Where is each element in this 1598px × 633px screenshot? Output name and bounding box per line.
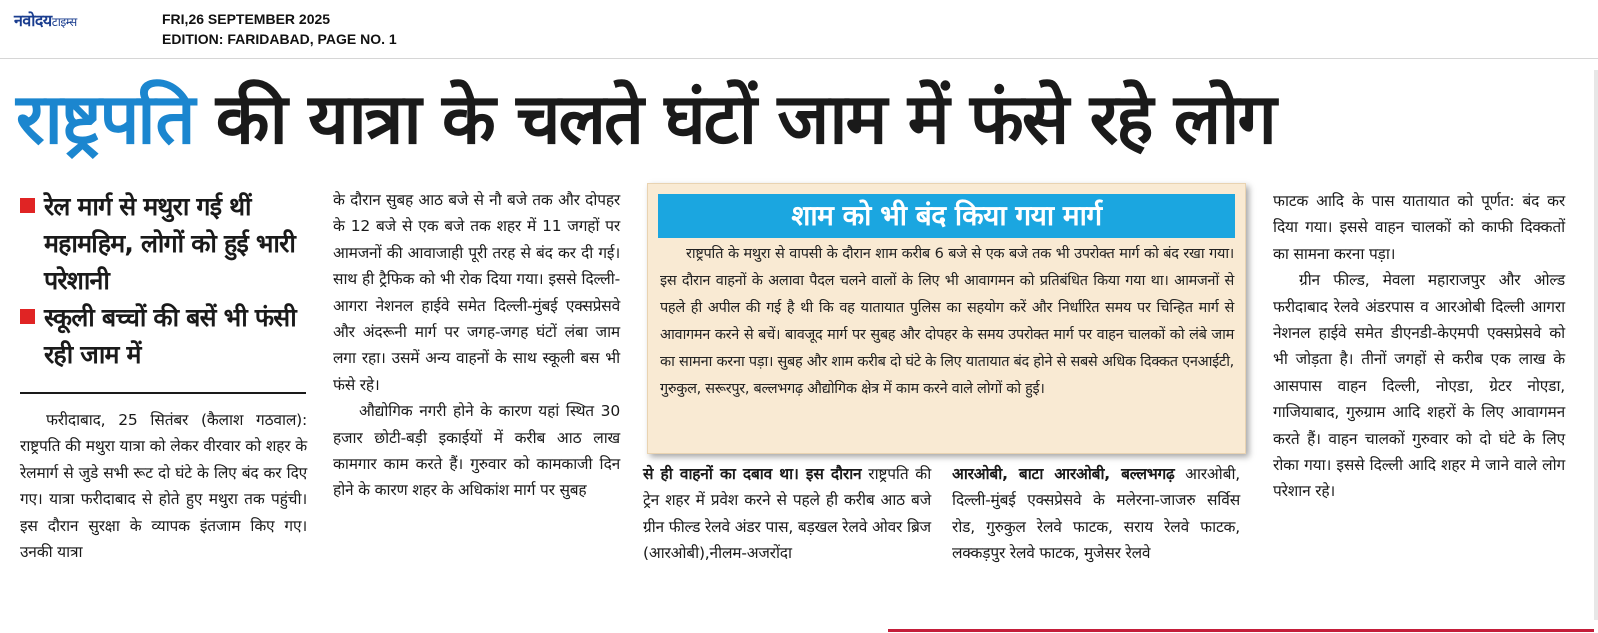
article-paragraph: ग्रीन फील्ड, मेवला महाराजपुर और ओल्ड फरीदाबाद रेलवे अंडरपास व आरओबी दिल्ली आगरा नेशनल हाईवे समेत डीएनडी-केएमपी एक्सप्रेसवे को भी जोड़ता है। तीनों जगहों से करीब एक लाख के आसपास वाहन दिल्ली, नोएडा, ग्रेटर नोएडा, गाजियाबाद, गुरुग्राम आदि शहरों के लिए आवागमन करते हैं। वाहन चालकों गुरुवार को दो घंटे के लिए रोका गया। इससे दिल्ली आदि शहर मे जाने वाले लोग परेशान रहे। [1273,271,1565,501]
edition-page: EDITION: FARIDABAD, PAGE NO. 1 [162,31,397,47]
logo-sub: टाइम्स [51,15,77,29]
boxout-body: राष्ट्रपति के मथुरा से वापसी के दौरान शाम करीब 6 बजे से एक बजे तक भी उपरोक्त मार्ग को बंद रखा गया। इस दौरान वाहनों के अलावा पैदल चलने वालों के लिए भी आवागमन को प्रतिबंधित किया गया था। आमजनों से पहले ही अपील की गई है थी कि वह यातायात पुलिस का सहयोग करें और निर्धारित समय पर चिन्हित मार्ग से आवागमन करने से बचें। बावजूद मार्ग पर सुबह और दोपहर के समय उपरोक्त मार्ग पर वाहन चालकों को लंबे जाम का सामना करना पड़ा। सुबह और शाम करीब दो घंटे के लिए यातायात बंद होने से सबसे अधिक दिक्कत एनआईटी, गुरुकुल, सरूरपुर, बल्लभगढ़ औद्योगिक क्षेत्र में काम करने वाले लोगों को हुई। [660,246,1234,397]
boxout-title: शाम को भी बंद किया गया मार्ग [658,194,1235,238]
article-column-5 [1273,188,1565,505]
article-column-2 [333,187,620,504]
bottom-accent-rule [888,629,1594,632]
divider [20,392,306,394]
page-headline [16,72,1576,167]
sidebar-boxout [647,183,1246,454]
deck-text: स्कूली बच्चों की बसें भी फंसी रही जाम में [44,303,296,369]
logo-main: नवोदय [14,11,52,30]
deck-text: रेल मार्ग से मथुरा गई थीं महामहिम, लोगों को हुई भारी परेशानी [44,192,296,295]
article-paragraph: फरीदाबाद, 25 सितंबर (कैलाश गठवाल): राष्ट्रपति की मथुरा यात्रा को लेकर वीरवार को शहर के रेलमार्ग से जुडे सभी रूट दो घंटे के लिए बंद कर दिए गए। यात्रा फरीदाबाद से होते हुए मथुरा तक पहुंची। इस दौरान सुरक्षा के व्यापक इंतजाम किए गए। उनकी यात्रा [20,411,307,562]
article-column-1 [20,407,307,565]
bold-lead: से ही वाहनों का दबाव था। इस दौरान [643,465,862,483]
story-deck [20,188,310,373]
article-paragraph: औद्योगिक नगरी होने के कारण यहां स्थित 30 हजार छोटी-बड़ी इकाईयों में करीब आठ लाख कामगार काम करते हैं। गुरुवार को कामकाजी दिन होने के कारण शहर के अधिकांश मार्ग पर सुबह [333,402,620,500]
article-column-4 [952,461,1240,567]
deck-item [20,299,310,373]
article-paragraph [952,461,1240,567]
article-paragraph: फाटक आदि के पास यातायात को पूर्णत: बंद कर दिया गया। इससे वाहन चालकों को काफी दिक्कतों का सामना करना पड़ा। [1273,192,1565,263]
scroll-track[interactable] [1594,70,1598,620]
article-paragraph [643,461,931,567]
edition-meta [162,9,397,49]
article-column-3 [643,461,931,567]
bold-lead: आरओबी, बाटा आरओबी, बल्लभगढ़ [952,465,1175,483]
headline-rest: की यात्रा के चलते घंटों जाम में फंसे रहे लोग [193,78,1275,160]
edition-date: FRI,26 SEPTEMBER 2025 [162,11,331,27]
red-square-bullet-icon [20,198,35,213]
edition-header [0,0,1598,59]
deck-item [20,188,310,299]
headline-accent: राष्ट्रपति [16,78,194,160]
paragraph-text: आरओबी, दिल्ली-मुंबई एक्सप्रेसवे के मलेरना-जाजरु सर्विस रोड, गुरुकुल रेलवे फाटक, सराय रेलवे फाटक, लक्कड़पुर रेलवे फाटक, मुजेसर रेलवे [952,465,1240,563]
article-paragraph: के दौरान सुबह आठ बजे से नौ बजे तक और दोपहर के 12 बजे से एक बजे तक शहर में 11 जगहों पर आमजनों की आवाजाही पूरी तरह से बंद कर दी गई। साथ ही ट्रैफिक को भी रोक दिया गया। इससे दिल्ली-आगरा नेशनल हाईवे समेत दिल्ली-मुंबई एक्सप्रेसवे और अंदरूनी मार्ग पर जगह-जगह घंटों लंबा जाम लगा रहा। उसमें अन्य वाहनों के साथ स्कूली बस भी फंसे रहे। [333,191,620,394]
paragraph-text: राष्ट्रपति की ट्रेन शहर में प्रवेश करने से पहले ही करीब आठ बजे ग्रीन फील्ड रेलवे अंडर पास, बड़खल रेलवे ओवर ब्रिज (आरओबी),नीलम-अजरोंदा [643,465,932,563]
red-square-bullet-icon [20,309,35,324]
newspaper-logo[interactable] [14,9,77,31]
